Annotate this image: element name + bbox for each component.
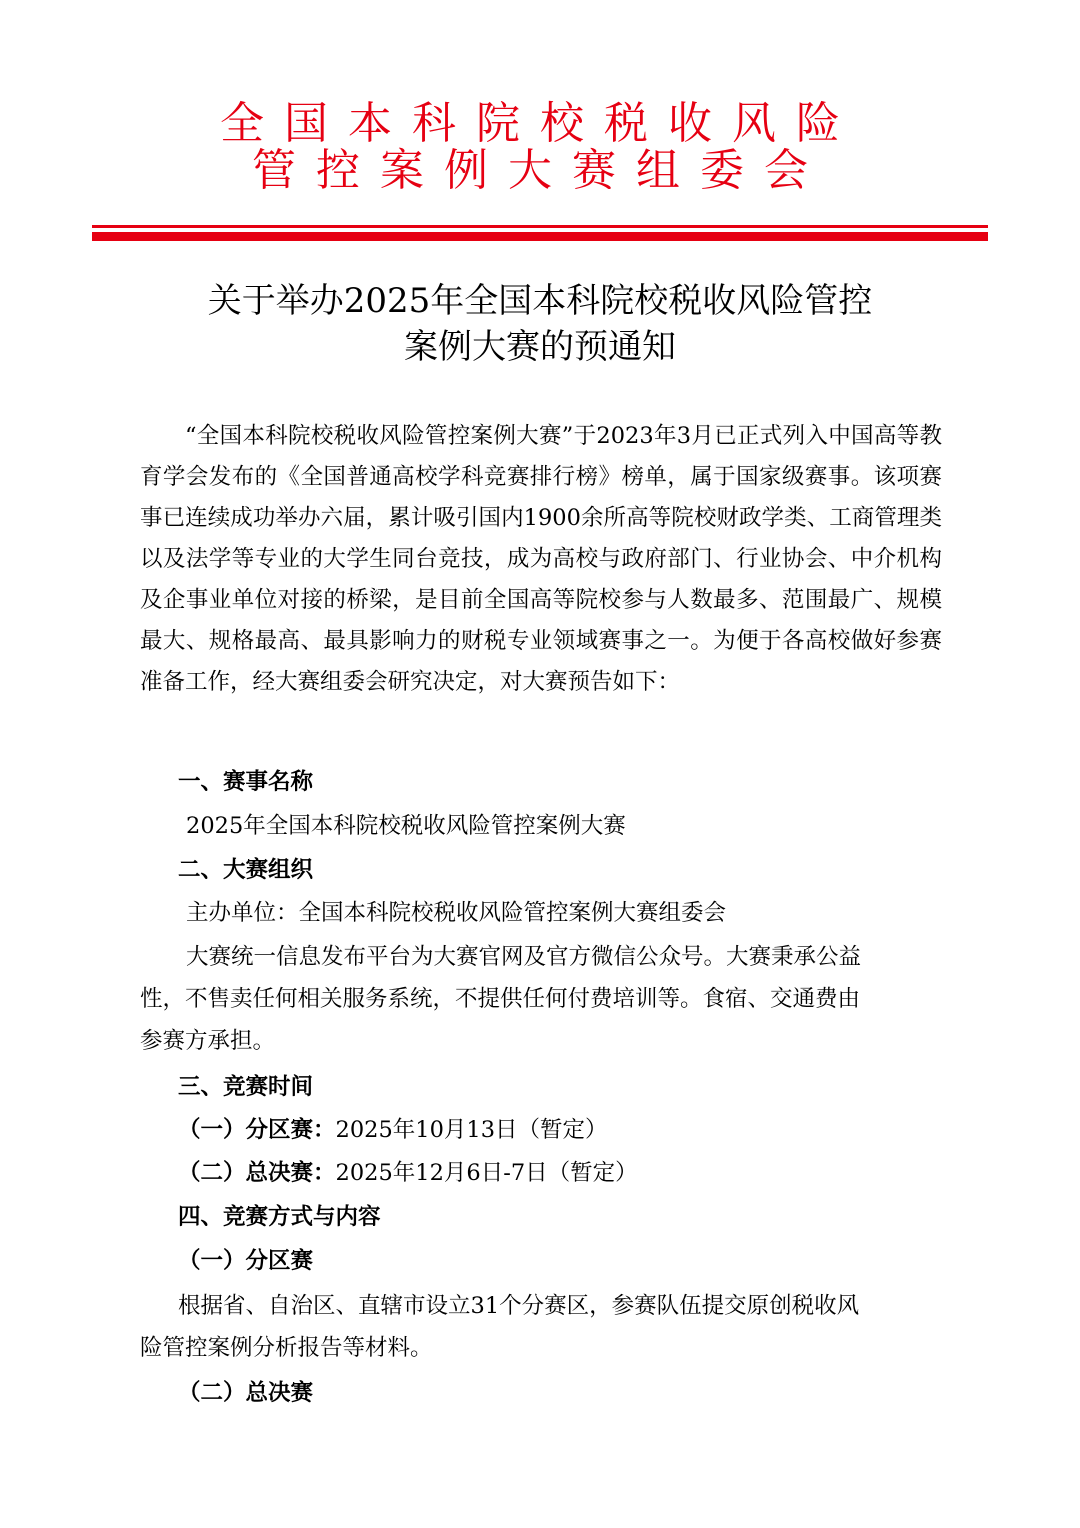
section-3-item-2-value: 2025年12月6日-7日（暂定） [335,1160,638,1186]
section-4-sub-1-heading [178,1241,980,1282]
red-header-rule-thick [92,232,988,241]
section-2-heading: 二、大赛组织 [178,857,314,883]
section-4-sub-2-label: （二）总决赛 [178,1380,314,1406]
section-3-heading: 三、竞赛时间 [178,1074,314,1100]
section-4-heading: 四、竞赛方式与内容 [178,1204,381,1230]
section-1-text: 2025年全国本科院校税收风险管控案例大赛 [186,813,626,839]
section-4-sub-2-heading [178,1373,980,1414]
section-3-item-1-label: （一）分区赛： [178,1117,336,1143]
section-2-platform-line-3: 参赛方承担。 [140,1028,276,1054]
section-2-platform-line-1: 大赛统一信息发布平台为大赛官网及官方微信公众号。大赛秉承公益 [186,944,862,970]
section-2-host: 主办单位：全国本科院校税收风险管控案例大赛组委会 [186,900,727,926]
intro-paragraph: “全国本科院校税收风险管控案例大赛”于2023年3月已正式列入中国高等教育学会发布的《全国普通高校学科竞赛排行榜》榜单，属于国家级赛事。该项赛事已连续成功举办六届，累计吸引国内1900余所高等院校财政学类、工商管理类以及法学等专业的大学生同台竞技，成为高校与政府部门、行业协会、中介机构及企事业单位对接的桥梁，是目前全国高等院校参与人数最多、范围最广、规模最大、规格最高、最具影响力的财税专业领域赛事之一。为便于各高校做好参赛准备工作，经大赛组委会研究决定，对大赛预告如下： [140,423,942,695]
section-4-sub-1-label: （一）分区赛 [178,1248,314,1274]
red-header-rule-thin [92,225,988,228]
issuer-header-line-1: 全国本科院校税收风险 [220,98,860,149]
section-4-sub-1-line-2: 险管控案例分析报告等材料。 [140,1335,433,1361]
section-2-platform-line-2: 性，不售卖任何相关服务系统，不提供任何付费培训等。食宿、交通费由 [140,986,861,1012]
section-3-item-2 [178,1153,980,1194]
document-title-line-1: 关于举办2025年全国本科院校税收风险管控 [207,281,873,321]
section-4-sub-1-line-1: 根据省、自治区、直辖市设立31个分赛区，参赛队伍提交原创税收风 [178,1293,860,1319]
section-3-item-1 [178,1110,980,1151]
issuer-header-line-2: 管控案例大赛组委会 [252,145,828,196]
document-title-line-2: 案例大赛的预通知 [404,327,676,367]
section-3-item-1-value: 2025年10月13日（暂定） [335,1117,608,1143]
section-1-heading: 一、赛事名称 [178,769,314,795]
section-3-item-2-label: （二）总决赛： [178,1160,336,1186]
